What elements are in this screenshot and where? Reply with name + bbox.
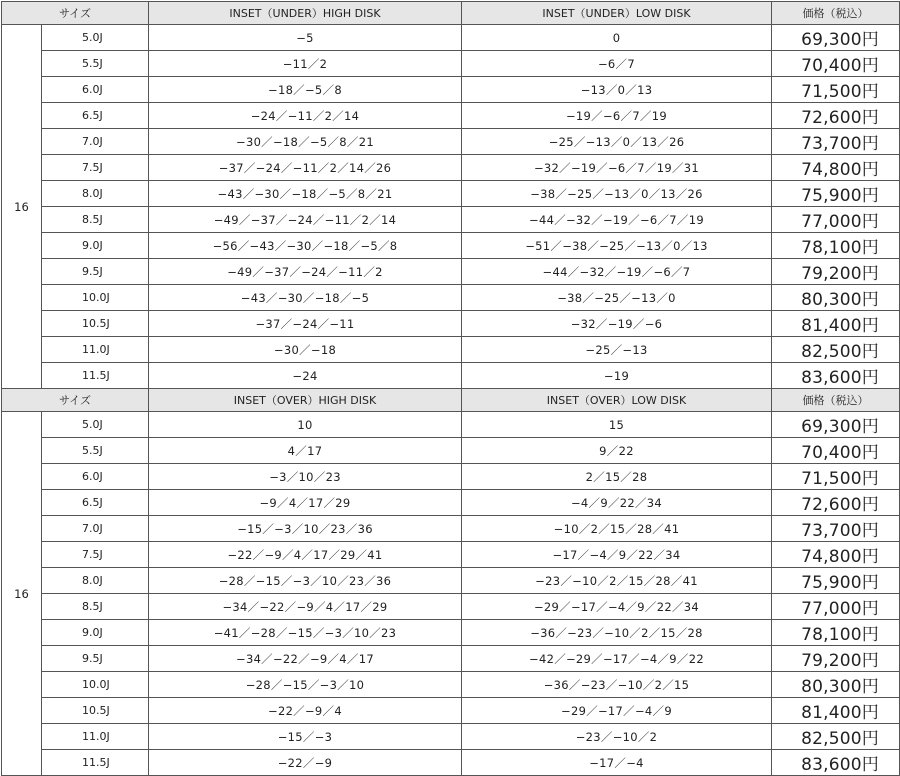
table-row <box>2 672 900 698</box>
rim-width-cell: 10.0J <box>42 285 149 311</box>
price-cell: 69,300円 <box>772 25 900 51</box>
table-row <box>2 155 900 181</box>
low-disk-header: INSET（OVER）LOW DISK <box>462 389 772 412</box>
rim-width-cell: 8.0J <box>42 181 149 207</box>
rim-diameter-cell: 16 <box>2 25 42 389</box>
low-disk-inset-cell: −10／2／15／28／41 <box>462 516 772 542</box>
rim-width-cell: 5.0J <box>42 412 149 438</box>
table-row <box>2 542 900 568</box>
high-disk-inset-cell: 4／17 <box>149 438 462 464</box>
table-row <box>2 103 900 129</box>
table-row <box>2 363 900 389</box>
high-disk-inset-cell: −34／−22／−9／4／17／29 <box>149 594 462 620</box>
table-row <box>2 412 900 438</box>
price-cell: 82,500円 <box>772 724 900 750</box>
high-disk-inset-cell: −11／2 <box>149 51 462 77</box>
table-row <box>2 285 900 311</box>
high-disk-inset-cell: −37／−24／−11 <box>149 311 462 337</box>
high-disk-inset-cell: −30／−18 <box>149 337 462 363</box>
price-cell: 78,100円 <box>772 233 900 259</box>
price-cell: 77,000円 <box>772 207 900 233</box>
low-disk-inset-cell: −38／−25／−13／0／13／26 <box>462 181 772 207</box>
price-cell: 75,900円 <box>772 181 900 207</box>
high-disk-inset-cell: −43／−30／−18／−5／8／21 <box>149 181 462 207</box>
price-cell: 73,700円 <box>772 516 900 542</box>
low-disk-inset-cell: −19 <box>462 363 772 389</box>
rim-width-cell: 6.0J <box>42 77 149 103</box>
low-disk-inset-cell: −51／−38／−25／−13／0／13 <box>462 233 772 259</box>
table-row <box>2 464 900 490</box>
rim-width-cell: 10.0J <box>42 672 149 698</box>
rim-width-cell: 8.0J <box>42 568 149 594</box>
price-cell: 74,800円 <box>772 155 900 181</box>
price-cell: 83,600円 <box>772 363 900 389</box>
high-disk-inset-cell: −15／−3／10／23／36 <box>149 516 462 542</box>
low-disk-inset-cell: −29／−17／−4／9 <box>462 698 772 724</box>
rim-width-cell: 7.5J <box>42 542 149 568</box>
table-row <box>2 698 900 724</box>
low-disk-inset-cell: 9／22 <box>462 438 772 464</box>
price-cell: 71,500円 <box>772 77 900 103</box>
rim-diameter-cell: 16 <box>2 412 42 776</box>
high-disk-header: INSET（OVER）HIGH DISK <box>149 389 462 412</box>
low-disk-inset-cell: 2／15／28 <box>462 464 772 490</box>
low-disk-header: INSET（UNDER）LOW DISK <box>462 2 772 25</box>
high-disk-inset-cell: −5 <box>149 25 462 51</box>
table-row <box>2 750 900 776</box>
table-row <box>2 25 900 51</box>
price-cell: 72,600円 <box>772 490 900 516</box>
table-row <box>2 337 900 363</box>
rim-width-cell: 6.5J <box>42 103 149 129</box>
high-disk-inset-cell: −22／−9／4／17／29／41 <box>149 542 462 568</box>
rim-width-cell: 6.0J <box>42 464 149 490</box>
high-disk-inset-cell: −49／−37／−24／−11／2／14 <box>149 207 462 233</box>
high-disk-inset-cell: −24 <box>149 363 462 389</box>
price-cell: 79,200円 <box>772 259 900 285</box>
high-disk-inset-cell: −49／−37／−24／−11／2 <box>149 259 462 285</box>
price-cell: 70,400円 <box>772 438 900 464</box>
low-disk-inset-cell: 15 <box>462 412 772 438</box>
high-disk-inset-cell: −43／−30／−18／−5 <box>149 285 462 311</box>
price-cell: 74,800円 <box>772 542 900 568</box>
rim-width-cell: 7.0J <box>42 516 149 542</box>
rim-width-cell: 11.5J <box>42 750 149 776</box>
high-disk-inset-cell: −34／−22／−9／4／17 <box>149 646 462 672</box>
low-disk-inset-cell: −25／−13 <box>462 337 772 363</box>
rim-width-cell: 10.5J <box>42 311 149 337</box>
low-disk-inset-cell: −29／−17／−4／9／22／34 <box>462 594 772 620</box>
table-row <box>2 594 900 620</box>
price-cell: 73,700円 <box>772 129 900 155</box>
low-disk-inset-cell: −13／0／13 <box>462 77 772 103</box>
low-disk-inset-cell: −36／−23／−10／2／15 <box>462 672 772 698</box>
rim-width-cell: 7.0J <box>42 129 149 155</box>
rim-width-cell: 10.5J <box>42 698 149 724</box>
table-row <box>2 438 900 464</box>
price-header: 価格（税込） <box>772 389 900 412</box>
table-row <box>2 311 900 337</box>
price-table-page <box>1 1 899 775</box>
table-row <box>2 129 900 155</box>
high-disk-inset-cell: −22／−9 <box>149 750 462 776</box>
high-disk-inset-cell: −56／−43／−30／−18／−5／8 <box>149 233 462 259</box>
high-disk-inset-cell: −28／−15／−3／10／23／36 <box>149 568 462 594</box>
low-disk-inset-cell: −44／−32／−19／−6／7 <box>462 259 772 285</box>
price-cell: 82,500円 <box>772 337 900 363</box>
price-cell: 77,000円 <box>772 594 900 620</box>
price-cell: 75,900円 <box>772 568 900 594</box>
price-cell: 83,600円 <box>772 750 900 776</box>
size-header: サイズ <box>2 2 149 25</box>
low-disk-inset-cell: −44／−32／−19／−6／7／19 <box>462 207 772 233</box>
low-disk-inset-cell: −36／−23／−10／2／15／28 <box>462 620 772 646</box>
high-disk-inset-cell: −15／−3 <box>149 724 462 750</box>
high-disk-inset-cell: 10 <box>149 412 462 438</box>
price-cell: 79,200円 <box>772 646 900 672</box>
price-cell: 81,400円 <box>772 311 900 337</box>
rim-width-cell: 9.0J <box>42 620 149 646</box>
table-body <box>2 2 900 776</box>
rim-width-cell: 9.0J <box>42 233 149 259</box>
table-row <box>2 724 900 750</box>
rim-width-cell: 5.0J <box>42 25 149 51</box>
price-cell: 72,600円 <box>772 103 900 129</box>
price-cell: 80,300円 <box>772 285 900 311</box>
low-disk-inset-cell: −6／7 <box>462 51 772 77</box>
price-cell: 69,300円 <box>772 412 900 438</box>
price-cell: 78,100円 <box>772 620 900 646</box>
section-header-row <box>2 389 900 412</box>
low-disk-inset-cell: −23／−10／2／15／28／41 <box>462 568 772 594</box>
high-disk-inset-cell: −30／−18／−5／8／21 <box>149 129 462 155</box>
high-disk-inset-cell: −3／10／23 <box>149 464 462 490</box>
table-row <box>2 77 900 103</box>
rim-width-cell: 5.5J <box>42 51 149 77</box>
rim-width-cell: 5.5J <box>42 438 149 464</box>
table-row <box>2 516 900 542</box>
table-row <box>2 233 900 259</box>
rim-width-cell: 11.0J <box>42 724 149 750</box>
low-disk-inset-cell: −23／−10／2 <box>462 724 772 750</box>
low-disk-inset-cell: −17／−4／9／22／34 <box>462 542 772 568</box>
high-disk-inset-cell: −18／−5／8 <box>149 77 462 103</box>
table-row <box>2 620 900 646</box>
low-disk-inset-cell: −17／−4 <box>462 750 772 776</box>
high-disk-inset-cell: −22／−9／4 <box>149 698 462 724</box>
low-disk-inset-cell: −32／−19／−6 <box>462 311 772 337</box>
rim-width-cell: 8.5J <box>42 594 149 620</box>
high-disk-inset-cell: −41／−28／−15／−3／10／23 <box>149 620 462 646</box>
section-header-row <box>2 2 900 25</box>
inset-price-table <box>1 1 900 776</box>
price-header: 価格（税込） <box>772 2 900 25</box>
price-cell: 80,300円 <box>772 672 900 698</box>
low-disk-inset-cell: −25／−13／0／13／26 <box>462 129 772 155</box>
low-disk-inset-cell: −32／−19／−6／7／19／31 <box>462 155 772 181</box>
price-cell: 70,400円 <box>772 51 900 77</box>
low-disk-inset-cell: 0 <box>462 25 772 51</box>
rim-width-cell: 9.5J <box>42 259 149 285</box>
table-row <box>2 181 900 207</box>
rim-width-cell: 11.0J <box>42 337 149 363</box>
high-disk-inset-cell: −37／−24／−11／2／14／26 <box>149 155 462 181</box>
high-disk-inset-cell: −24／−11／2／14 <box>149 103 462 129</box>
low-disk-inset-cell: −19／−6／7／19 <box>462 103 772 129</box>
low-disk-inset-cell: −38／−25／−13／0 <box>462 285 772 311</box>
rim-width-cell: 11.5J <box>42 363 149 389</box>
low-disk-inset-cell: −42／−29／−17／−4／9／22 <box>462 646 772 672</box>
rim-width-cell: 8.5J <box>42 207 149 233</box>
rim-width-cell: 9.5J <box>42 646 149 672</box>
high-disk-header: INSET（UNDER）HIGH DISK <box>149 2 462 25</box>
price-cell: 81,400円 <box>772 698 900 724</box>
high-disk-inset-cell: −28／−15／−3／10 <box>149 672 462 698</box>
table-row <box>2 207 900 233</box>
rim-width-cell: 7.5J <box>42 155 149 181</box>
price-cell: 71,500円 <box>772 464 900 490</box>
table-row <box>2 259 900 285</box>
table-row <box>2 490 900 516</box>
size-header: サイズ <box>2 389 149 412</box>
rim-width-cell: 6.5J <box>42 490 149 516</box>
low-disk-inset-cell: −4／9／22／34 <box>462 490 772 516</box>
table-row <box>2 51 900 77</box>
high-disk-inset-cell: −9／4／17／29 <box>149 490 462 516</box>
table-row <box>2 568 900 594</box>
table-row <box>2 646 900 672</box>
